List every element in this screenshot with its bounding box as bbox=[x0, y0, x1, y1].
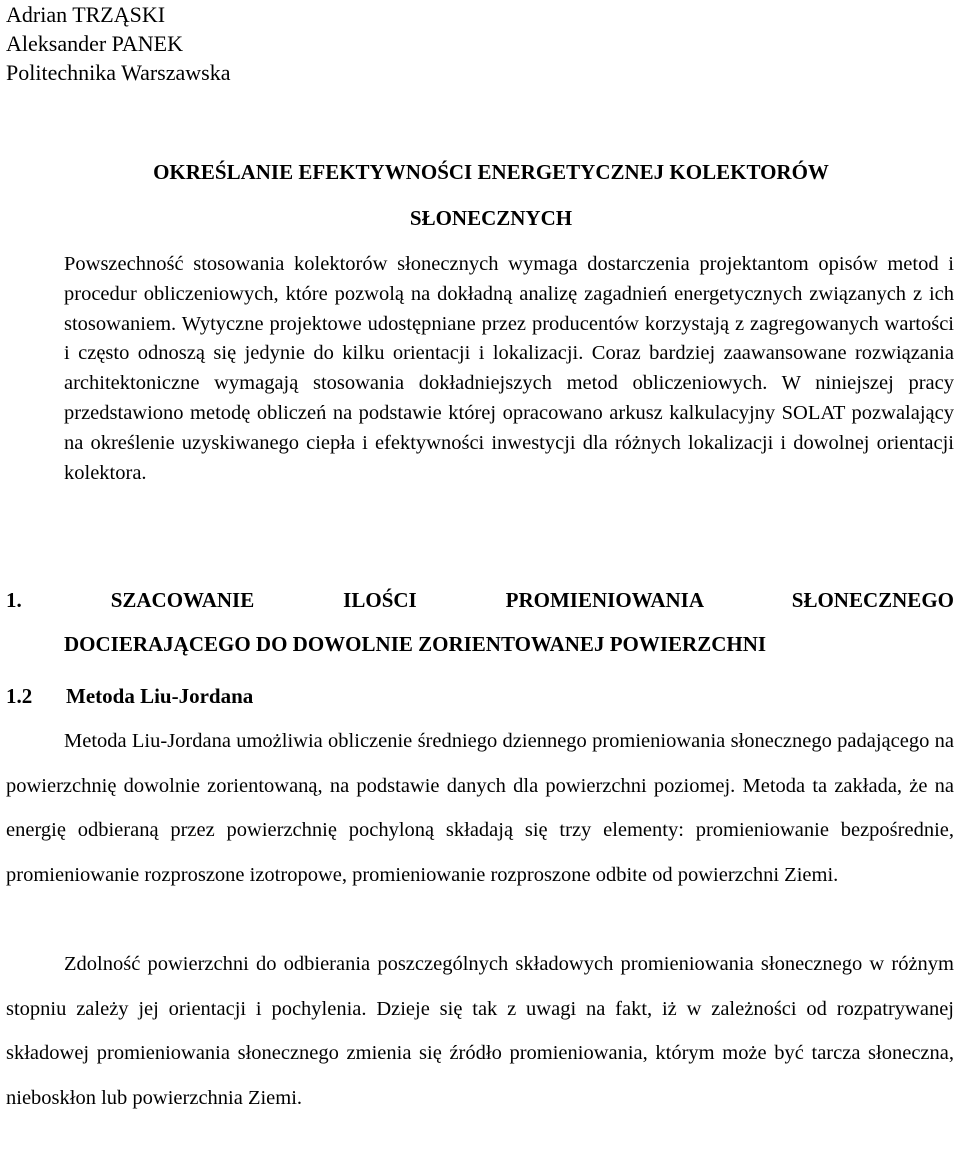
affiliation: Politechnika Warszawska bbox=[6, 60, 231, 85]
subsection-number: 1.2 bbox=[6, 684, 33, 708]
author-block bbox=[6, 0, 230, 87]
abstract-paragraph: Powszechność stosowania kolektorów słonecznych wymaga dostarczenia projektantom opisów metod i procedur obliczeniowych, które pozwolą na dokładną analizę zagadnień energetycznych związanych z ich stosowaniem. Wytyczne projektowe udostępniane przez producentów korzystają z zagregowanych wartości i często odnoszą się jedynie do kilku orientacji i lokalizacji. Coraz bardziej zaawansowane rozwiązania architektoniczne wymagają stosowania dokładniejszych metod obliczeniowych. W niniejszej pracy przedstawiono metodę obliczeń na podstawie której opracowano arkusz kalkulacyjny SOLAT pozwalający na określenie uzyskiwanego ciepła i efektywności inwestycji dla różnych lokalizacji i dowolnej orientacji kolektora. bbox=[64, 253, 954, 484]
author-name-1: Adrian TRZĄSKI bbox=[6, 2, 166, 27]
section-heading-line-1: 1. SZACOWANIE ILOŚCI PROMIENIOWANIA SŁONECZNEGO bbox=[6, 588, 954, 612]
paper-title-line-2: SŁONECZNYCH bbox=[409, 206, 573, 230]
paper-title-line-1: OKREŚLANIE EFEKTYWNOŚCI ENERGETYCZNEJ KOLEKTORÓW bbox=[153, 160, 829, 184]
subsection-title: Metoda Liu-Jordana bbox=[66, 684, 254, 708]
body-paragraph-2: Zdolność powierzchni do odbierania poszczególnych składowych promieniowania słonecznego w różnym stopniu zależy jej orientacji i pochylenia. Dzieje się tak z uwagi na fakt, iż w zależności od rozpatrywanej składowej promieniowania słonecznego zmienia się źródło promieniowania, którym może być tarcza słoneczna, nieboskłon lub powierzchnia Ziemi. bbox=[6, 953, 954, 1109]
section-heading-line-2: DOCIERAJĄCEGO DO DOWOLNIE ZORIENTOWANEJ POWIERZCHNI bbox=[64, 632, 767, 656]
body-paragraph-1: Metoda Liu-Jordana umożliwia obliczenie średniego dziennego promieniowania słonecznego padającego na powierzchnię dowolnie zorientowaną, na podstawie danych dla powierzchni poziomej. Metoda ta zakłada, że na energię odbieraną przez powierzchnię pochyloną składają się trzy elementy: promieniowanie bezpośrednie, promieniowanie rozproszone izotropowe, promieniowanie rozproszone odbite od powierzchni Ziemi. bbox=[6, 730, 954, 886]
author-name-2: Aleksander PANEK bbox=[6, 31, 183, 56]
